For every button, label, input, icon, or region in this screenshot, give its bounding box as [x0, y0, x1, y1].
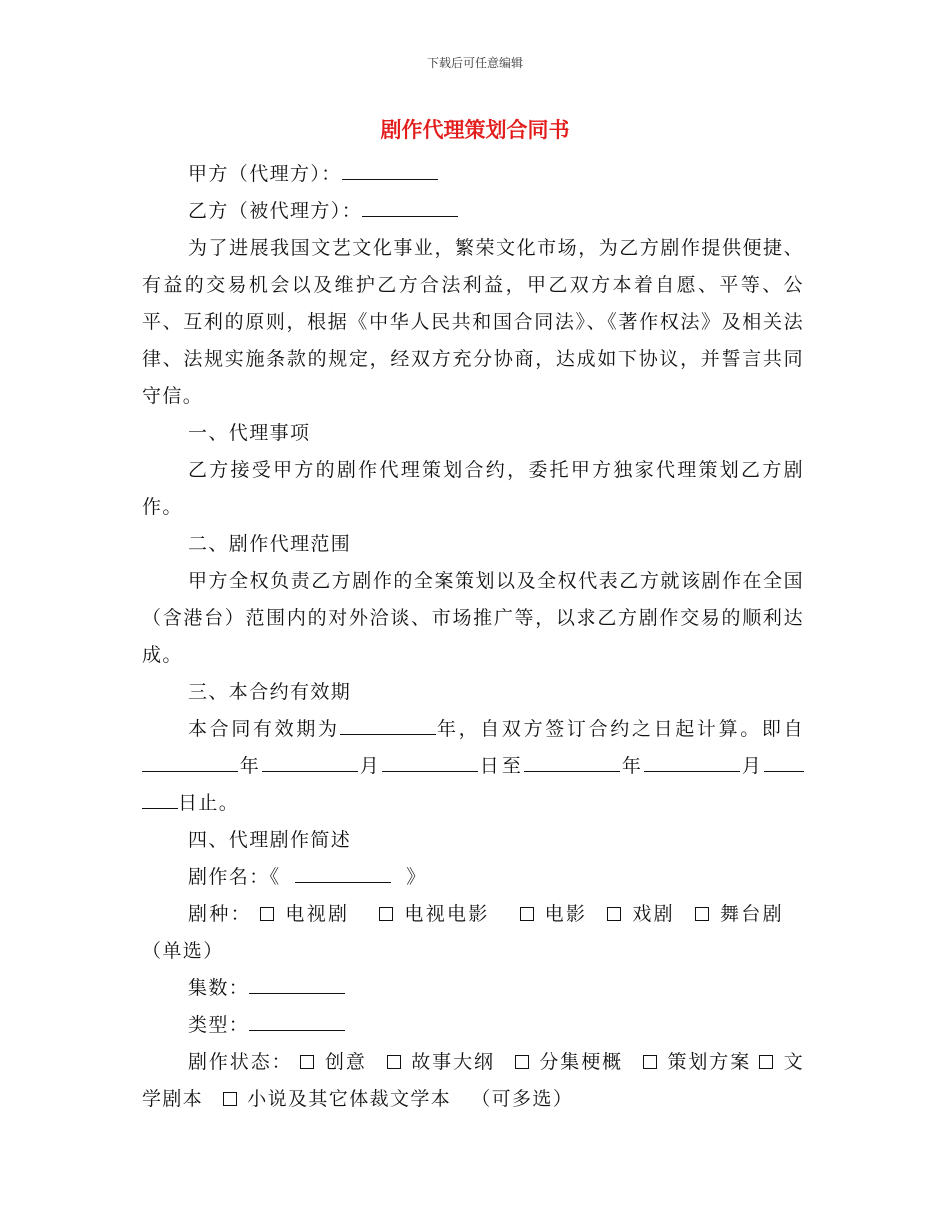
status-note: （可多选）: [471, 1088, 574, 1110]
genre-option-label: 戏剧: [631, 903, 676, 925]
end-day-blank-b[interactable]: [142, 788, 178, 809]
start-month-unit: 月: [357, 755, 382, 777]
play-name-line: [142, 859, 804, 896]
genre-label: 剧种：: [188, 903, 253, 925]
type-blank[interactable]: [249, 1010, 345, 1031]
play-name-close: 》: [406, 866, 427, 888]
status-checkbox-script[interactable]: [759, 1055, 773, 1069]
party-b-label: 乙方（被代理方）：: [188, 200, 363, 222]
section-1-text: 乙方接受甲方的剧作代理策划合约，委托甲方独家代理策划乙方剧作。: [142, 459, 804, 518]
status-label: 剧作状态：: [188, 1051, 293, 1073]
page-header: 下载后可任意编辑: [426, 56, 523, 70]
genre-note: （单选）: [142, 940, 224, 962]
party-a-blank[interactable]: [342, 159, 438, 180]
contract-body: [142, 156, 804, 1118]
section-1-heading: 一、代理事项: [188, 422, 311, 444]
play-name-blank[interactable]: [295, 862, 391, 883]
validity-text-a: 本合同有效期为: [188, 718, 340, 740]
party-b-blank[interactable]: [362, 196, 458, 217]
type-line: [142, 1007, 804, 1044]
status-checkbox-episode-synopsis[interactable]: [515, 1055, 529, 1069]
preamble: 为了进展我国文艺文化事业，繁荣文化市场，为乙方剧作提供便捷、有益的交易机会以及维护乙方合法利益，甲乙双方本着自愿、平等、公平、互利的原则，根据《中华人民共和国合同法》、《著作权法》及相关法律、法规实施条款的规定，经双方充分协商，达成如下协议，并誓言共同守信。: [142, 237, 804, 407]
genre-option-label: 舞台剧: [719, 903, 784, 925]
start-day-blank[interactable]: [382, 751, 478, 772]
status-option-label: 策划方案: [667, 1051, 752, 1073]
start-year-unit: 年: [238, 755, 262, 777]
episodes-blank[interactable]: [249, 973, 345, 994]
episodes-label: 集数：: [188, 977, 250, 999]
status-option-label: 创意: [324, 1051, 367, 1073]
genre-option-label: 电视电影: [403, 903, 490, 925]
end-year-blank[interactable]: [524, 751, 620, 772]
status-line: [142, 1044, 804, 1118]
section-4-heading: 四、代理剧作简述: [188, 829, 352, 851]
section-3-heading: 三、本合约有效期: [188, 681, 352, 703]
party-b-line: [142, 193, 804, 230]
status-checkbox-novel[interactable]: [223, 1092, 237, 1106]
contract-title: 剧作代理策划合同书: [380, 117, 570, 142]
end-year-unit: 年: [620, 755, 645, 777]
status-option-label: 文学剧本: [142, 1051, 804, 1110]
genre-checkbox-tv-series[interactable]: [260, 907, 274, 921]
genre-checkbox-tv-movie[interactable]: [379, 907, 393, 921]
status-option-label: 故事大纲: [410, 1051, 495, 1073]
genre-option-label: 电影: [543, 903, 588, 925]
genre-checkbox-stage-play[interactable]: [695, 907, 709, 921]
end-day-blank-a[interactable]: [764, 751, 804, 772]
episodes-line: [142, 970, 804, 1007]
section-3-text: [142, 711, 804, 822]
party-a-line: [142, 156, 804, 193]
genre-line: [142, 896, 804, 970]
genre-checkbox-film[interactable]: [520, 907, 534, 921]
section-2-heading: 二、剧作代理范围: [188, 533, 352, 555]
type-label: 类型：: [188, 1014, 250, 1036]
genre-option-label: 电视剧: [284, 903, 350, 925]
status-checkbox-plan[interactable]: [643, 1055, 657, 1069]
status-checkbox-outline[interactable]: [387, 1055, 401, 1069]
start-year-blank[interactable]: [142, 751, 238, 772]
start-month-blank[interactable]: [262, 751, 358, 772]
validity-text-b: 年，自双方签订合约之日起计算。即自: [435, 718, 804, 740]
party-a-label: 甲方（代理方）：: [188, 163, 342, 185]
play-name-label: 剧作名：《: [188, 866, 281, 888]
validity-years-blank[interactable]: [340, 714, 436, 735]
genre-checkbox-drama[interactable]: [607, 907, 621, 921]
end-day-unit: 日止。: [178, 792, 240, 814]
section-2-text: 甲方全权负责乙方剧作的全案策划以及全权代表乙方就该剧作在全国（含港台）范围内的对外洽谈、市场推广等，以求乙方剧作交易的顺利达成。: [142, 570, 804, 666]
end-month-unit: 月: [740, 755, 765, 777]
status-option-label: 小说及其它体裁文学本: [247, 1088, 452, 1110]
start-day-unit: 日至: [477, 755, 525, 777]
end-month-blank[interactable]: [644, 751, 740, 772]
status-option-label: 分集梗概: [538, 1051, 623, 1073]
status-checkbox-idea[interactable]: [300, 1055, 314, 1069]
